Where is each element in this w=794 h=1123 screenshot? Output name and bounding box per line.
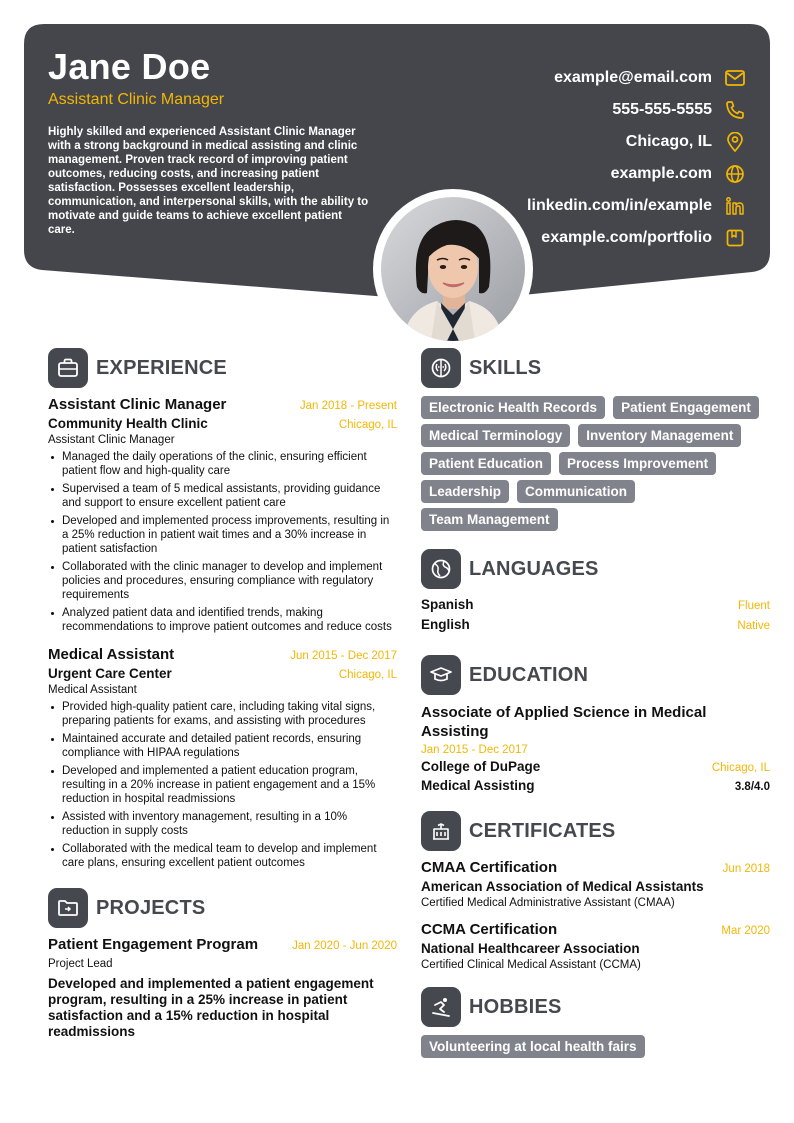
contact-location-text: Chicago, IL — [625, 133, 712, 150]
contact-website[interactable] — [416, 158, 746, 190]
job-company: Urgent Care Center — [48, 666, 172, 681]
education-entry — [421, 703, 770, 793]
hobbies-title: HOBBIES — [469, 995, 562, 1018]
certificate-issuer: American Association of Medical Assistants — [421, 879, 704, 894]
language-name: Spanish — [421, 597, 474, 612]
list-item: Assisted with inventory management, resulting in a 10% reduction in supply costs — [48, 810, 397, 838]
candidate-role: Assistant Clinic Manager — [48, 91, 225, 108]
school-name: College of DuPage — [421, 759, 541, 774]
skill-tag: Medical Terminology — [421, 424, 570, 447]
hobbies-header — [421, 987, 770, 1027]
hobbies-list — [421, 1035, 770, 1058]
list-item: Maintained accurate and detailed patient records, ensuring compliance with HIPAA regulations — [48, 732, 397, 760]
experience-entry — [48, 646, 397, 870]
experience-header — [48, 348, 397, 388]
contact-website-text[interactable]: example.com — [610, 165, 712, 182]
job-company: Community Health Clinic — [48, 416, 208, 431]
skill-tag: Inventory Management — [578, 424, 741, 447]
languages-list — [421, 597, 770, 637]
portfolio-icon — [724, 227, 746, 249]
language-name: English — [421, 617, 470, 632]
contact-phone[interactable] — [416, 94, 746, 126]
languages-header — [421, 549, 770, 589]
map-pin-icon — [724, 131, 746, 153]
list-item: Collaborated with the clinic manager to develop and implement policies and procedures, ensuring compliance with regulatory requirements — [48, 560, 397, 602]
list-item: Developed and implemented process improvements, resulting in a 25% reduction in patient wait times and a 30% increase in patient satisfaction — [48, 514, 397, 556]
project-role: Project Lead — [48, 958, 113, 970]
globe-icon — [724, 163, 746, 185]
briefcase-icon — [48, 348, 88, 388]
list-item: Analyzed patient data and identified trends, making recommendations to improve patient outcomes and reduce costs — [48, 606, 397, 634]
certificate-date: Jun 2018 — [722, 863, 770, 875]
phone-icon — [724, 99, 746, 121]
language-row — [421, 597, 770, 617]
job-bullets — [48, 450, 397, 634]
languages-title: LANGUAGES — [469, 557, 599, 580]
institution-icon — [421, 811, 461, 851]
certificate-entry — [421, 859, 770, 909]
certificate-full-name: Certified Medical Administrative Assistant (CMAA) — [421, 897, 675, 909]
profile-summary: Highly skilled and experienced Assistant Clinic Manager with a strong background in medical assisting and clinic management. Proven track record of improving patient outcomes, reducing costs, and increasing patient satisfaction. Possesses excellent leadership, communication, and interpersonal skills, with the ability to motivate and guide teams to achieve excellent patient care. — [48, 126, 369, 236]
certificates-header — [421, 811, 770, 851]
brain-icon — [421, 348, 461, 388]
contact-linkedin-text[interactable]: linkedin.com/in/example — [527, 197, 712, 214]
skill-tag: Patient Education — [421, 452, 551, 475]
skills-title: SKILLS — [469, 356, 542, 379]
skill-tag: Process Improvement — [559, 452, 716, 475]
skill-tag: Leadership — [421, 480, 509, 503]
school-location: Chicago, IL — [711, 762, 770, 774]
project-description: Developed and implemented a patient engagement program, resulting in a 25% increase in patient satisfaction and a 15% reduction in hospital readmissions — [48, 976, 374, 1039]
list-item: Collaborated with the medical team to develop and implement care plans, ensuring excellent patient outcomes — [48, 842, 397, 870]
language-level: Native — [737, 620, 770, 632]
gpa-value: 3.8/4.0 — [734, 781, 770, 793]
job-location: Chicago, IL — [338, 419, 397, 431]
job-title: Medical Assistant — [48, 646, 175, 663]
left-column — [48, 348, 397, 1040]
project-dates: Jan 2020 - Jun 2020 — [292, 940, 397, 952]
projects-header — [48, 888, 397, 928]
job-dates: Jan 2018 - Present — [299, 400, 397, 412]
envelope-icon — [724, 67, 746, 89]
folder-icon — [48, 888, 88, 928]
contact-email-text[interactable]: example@email.com — [554, 69, 712, 86]
contact-location — [416, 126, 746, 158]
skiing-icon — [421, 987, 461, 1027]
list-item: Managed the daily operations of the clinic, ensuring efficient patient flow and high-quality care — [48, 450, 397, 478]
project-entry — [48, 936, 397, 1040]
experience-entry — [48, 396, 397, 634]
certificate-entry — [421, 921, 770, 971]
field-of-study: Medical Assisting — [421, 778, 535, 793]
project-name: Patient Engagement Program — [48, 936, 259, 953]
experience-title: EXPERIENCE — [96, 356, 227, 379]
education-title: EDUCATION — [469, 663, 589, 686]
hobby-tag: Volunteering at local health fairs — [421, 1035, 645, 1058]
contact-email[interactable] — [416, 62, 746, 94]
language-globe-icon — [421, 549, 461, 589]
degree-name: Associate of Applied Science in Medical Assisting — [421, 704, 707, 740]
skill-tag: Electronic Health Records — [421, 396, 605, 419]
certificate-name: CCMA Certification — [421, 921, 558, 938]
job-position: Medical Assistant — [48, 684, 137, 696]
certificate-date: Mar 2020 — [721, 925, 770, 937]
skill-tag: Communication — [517, 480, 635, 503]
language-row — [421, 617, 770, 637]
list-item: Supervised a team of 5 medical assistants, providing guidance and support to ensure excellent patient care — [48, 482, 397, 510]
certificate-name: CMAA Certification — [421, 859, 558, 876]
certificate-issuer: National Healthcareer Association — [421, 941, 640, 956]
skill-tag: Patient Engagement — [613, 396, 759, 419]
skill-tag: Team Management — [421, 508, 558, 531]
job-location: Chicago, IL — [338, 669, 397, 681]
graduation-cap-icon — [421, 655, 461, 695]
job-title: Assistant Clinic Manager — [48, 396, 227, 413]
education-header — [421, 655, 770, 695]
certificate-full-name: Certified Clinical Medical Assistant (CCMA) — [421, 959, 641, 971]
job-bullets — [48, 700, 397, 870]
candidate-name: Jane Doe — [48, 46, 211, 87]
language-level: Fluent — [738, 600, 770, 612]
right-column — [421, 348, 770, 1076]
list-item: Developed and implemented a patient education program, resulting in a 20% increase in patient engagement and a 15% reduction in hospital readmissions — [48, 764, 397, 806]
list-item: Provided high-quality patient care, including taking vital signs, preparing patients for exams, and assisting with procedures — [48, 700, 397, 728]
education-dates: Jan 2015 - Dec 2017 — [421, 744, 528, 756]
contact-portfolio-text[interactable]: example.com/portfolio — [541, 229, 712, 246]
job-position: Assistant Clinic Manager — [48, 434, 175, 446]
projects-title: PROJECTS — [96, 896, 206, 919]
avatar — [381, 197, 525, 341]
skills-header — [421, 348, 770, 388]
job-dates: Jun 2015 - Dec 2017 — [290, 650, 397, 662]
certificates-title: CERTIFICATES — [469, 819, 616, 842]
linkedin-icon — [724, 195, 746, 217]
skills-list — [421, 396, 770, 531]
contact-phone-text[interactable]: 555-555-5555 — [612, 101, 712, 118]
